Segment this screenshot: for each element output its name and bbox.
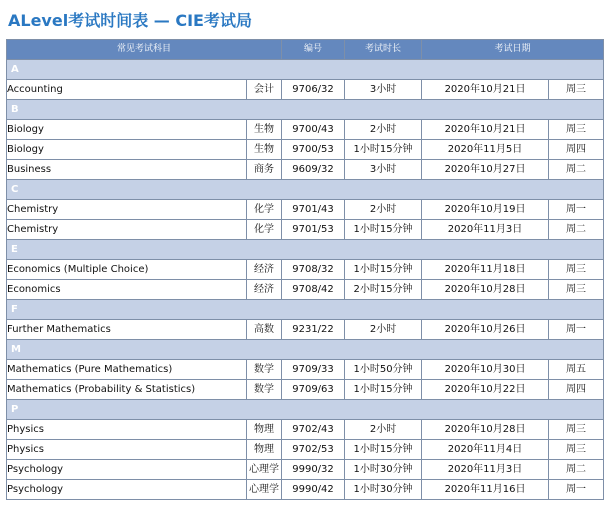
code-cell: 9706/32 [282,80,345,100]
duration-cell: 1小时15分钟 [345,440,422,460]
date-cell: 2020年10月26日 [422,320,549,340]
weekday-cell: 周三 [549,120,604,140]
table-row [7,140,604,160]
subject-cn-cell: 心理学 [247,460,282,480]
subject-cn-cell: 生物 [247,120,282,140]
group-row [7,180,604,200]
duration-cell: 1小时15分钟 [345,140,422,160]
subject-cn-cell: 物理 [247,420,282,440]
subject-cn-cell: 数学 [247,360,282,380]
subject-cell: Biology [7,120,247,140]
weekday-cell: 周一 [549,480,604,500]
code-cell: 9990/42 [282,480,345,500]
subject-cn-cell: 心理学 [247,480,282,500]
duration-cell: 1小时15分钟 [345,380,422,400]
subject-cell: Psychology [7,480,247,500]
subject-cn-cell: 高数 [247,320,282,340]
group-row [7,300,604,320]
subject-cn-cell: 物理 [247,440,282,460]
subject-cn-cell: 数学 [247,380,282,400]
weekday-cell: 周三 [549,80,604,100]
group-letter: F [7,300,604,320]
table-row [7,320,604,340]
table-row [7,200,604,220]
weekday-cell: 周二 [549,220,604,240]
header-subject: 常见考试科目 [7,40,282,60]
table-row [7,280,604,300]
duration-cell: 1小时30分钟 [345,460,422,480]
group-letter: A [7,60,604,80]
subject-cell: Economics (Multiple Choice) [7,260,247,280]
subject-cell: Biology [7,140,247,160]
subject-cell: Psychology [7,460,247,480]
weekday-cell: 周二 [549,160,604,180]
group-letter: B [7,100,604,120]
code-cell: 9231/22 [282,320,345,340]
group-row [7,60,604,80]
date-cell: 2020年11月16日 [422,480,549,500]
code-cell: 9609/32 [282,160,345,180]
date-cell: 2020年11月18日 [422,260,549,280]
code-cell: 9990/32 [282,460,345,480]
duration-cell: 2小时 [345,320,422,340]
code-cell: 9701/43 [282,200,345,220]
group-row [7,340,604,360]
table-row [7,380,604,400]
code-cell: 9708/32 [282,260,345,280]
weekday-cell: 周三 [549,280,604,300]
table-row [7,360,604,380]
timetable-body [7,60,604,500]
date-cell: 2020年11月5日 [422,140,549,160]
header-code: 编号 [282,40,345,60]
subject-cell: Further Mathematics [7,320,247,340]
weekday-cell: 周一 [549,200,604,220]
duration-cell: 3小时 [345,80,422,100]
date-cell: 2020年10月28日 [422,280,549,300]
duration-cell: 2小时 [345,120,422,140]
weekday-cell: 周五 [549,360,604,380]
date-cell: 2020年10月30日 [422,360,549,380]
group-row [7,400,604,420]
code-cell: 9709/63 [282,380,345,400]
group-letter: M [7,340,604,360]
duration-cell: 2小时 [345,200,422,220]
group-letter: E [7,240,604,260]
date-cell: 2020年10月21日 [422,120,549,140]
subject-cell: Economics [7,280,247,300]
weekday-cell: 周三 [549,420,604,440]
table-row [7,440,604,460]
weekday-cell: 周四 [549,380,604,400]
weekday-cell: 周四 [549,140,604,160]
subject-cell: Accounting [7,80,247,100]
exam-timetable [6,39,604,500]
code-cell: 9702/43 [282,420,345,440]
code-cell: 9708/42 [282,280,345,300]
date-cell: 2020年10月22日 [422,380,549,400]
date-cell: 2020年11月3日 [422,460,549,480]
subject-cell: Chemistry [7,220,247,240]
table-row [7,80,604,100]
subject-cell: Physics [7,420,247,440]
date-cell: 2020年11月4日 [422,440,549,460]
code-cell: 9700/53 [282,140,345,160]
code-cell: 9702/53 [282,440,345,460]
table-header-row [7,40,604,60]
table-row [7,460,604,480]
date-cell: 2020年11月3日 [422,220,549,240]
subject-cell: Business [7,160,247,180]
group-letter: C [7,180,604,200]
subject-cn-cell: 经济 [247,260,282,280]
duration-cell: 1小时50分钟 [345,360,422,380]
subject-cn-cell: 经济 [247,280,282,300]
weekday-cell: 周三 [549,260,604,280]
weekday-cell: 周二 [549,460,604,480]
duration-cell: 1小时15分钟 [345,260,422,280]
subject-cn-cell: 会计 [247,80,282,100]
duration-cell: 2小时 [345,420,422,440]
duration-cell: 2小时15分钟 [345,280,422,300]
date-cell: 2020年10月27日 [422,160,549,180]
table-row [7,420,604,440]
code-cell: 9709/33 [282,360,345,380]
table-row [7,480,604,500]
subject-cell: Physics [7,440,247,460]
date-cell: 2020年10月28日 [422,420,549,440]
code-cell: 9701/53 [282,220,345,240]
header-date: 考试日期 [422,40,604,60]
group-letter: P [7,400,604,420]
table-row [7,220,604,240]
subject-cell: Mathematics (Probability & Statistics) [7,380,247,400]
table-row [7,120,604,140]
weekday-cell: 周三 [549,440,604,460]
table-row [7,160,604,180]
date-cell: 2020年10月21日 [422,80,549,100]
subject-cn-cell: 化学 [247,220,282,240]
code-cell: 9700/43 [282,120,345,140]
subject-cn-cell: 商务 [247,160,282,180]
subject-cn-cell: 生物 [247,140,282,160]
duration-cell: 1小时15分钟 [345,220,422,240]
group-row [7,100,604,120]
table-row [7,260,604,280]
weekday-cell: 周一 [549,320,604,340]
subject-cn-cell: 化学 [247,200,282,220]
duration-cell: 3小时 [345,160,422,180]
page-title: ALevel考试时间表 — CIE考试局 [8,11,252,30]
subject-cell: Mathematics (Pure Mathematics) [7,360,247,380]
duration-cell: 1小时30分钟 [345,480,422,500]
group-row [7,240,604,260]
subject-cell: Chemistry [7,200,247,220]
date-cell: 2020年10月19日 [422,200,549,220]
header-duration: 考试时长 [345,40,422,60]
